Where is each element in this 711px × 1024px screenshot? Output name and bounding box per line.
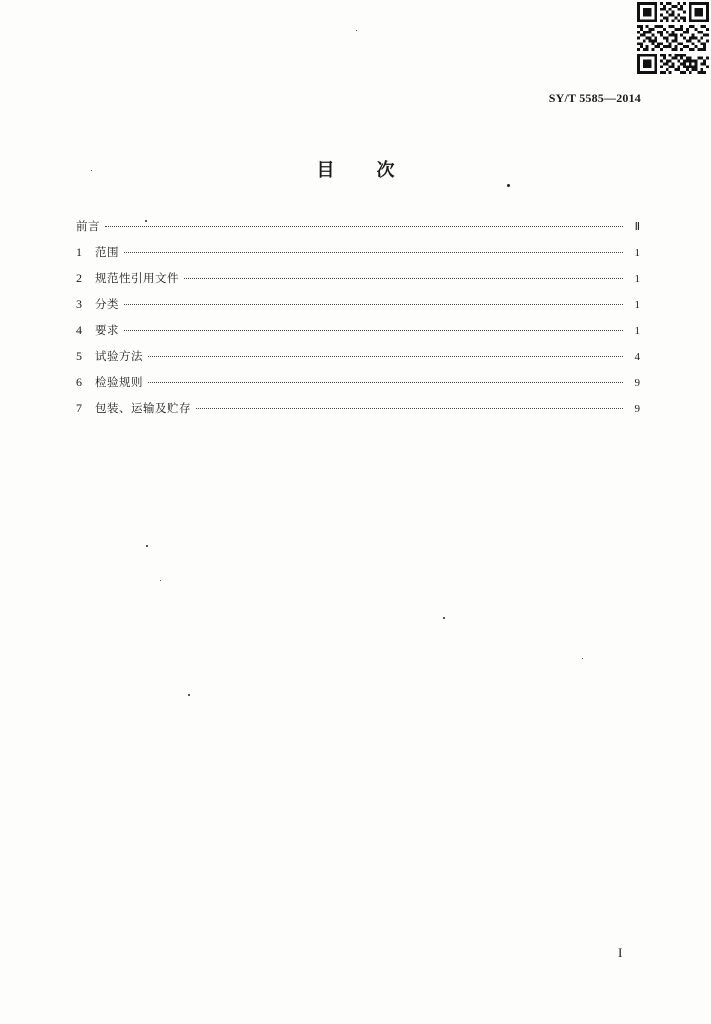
dot-leader bbox=[148, 356, 623, 357]
scan-speck bbox=[356, 30, 357, 31]
toc-entry-text: 范围 bbox=[95, 245, 119, 259]
toc-entry-page: 1 bbox=[634, 247, 640, 259]
toc-entry-text: 包装、运输及贮存 bbox=[95, 401, 191, 415]
toc-entry-page: 4 bbox=[634, 351, 640, 363]
toc-entry-scope[interactable] bbox=[76, 244, 640, 270]
dot-leader bbox=[124, 330, 623, 331]
toc-entry-number: 3 bbox=[76, 297, 82, 311]
toc-entry-page: 9 bbox=[634, 377, 640, 389]
toc-entry-text: 规范性引用文件 bbox=[95, 271, 179, 285]
toc-entry-inspection-rules[interactable] bbox=[76, 374, 640, 400]
toc-entry-page: Ⅱ bbox=[634, 221, 640, 233]
toc-entry-number: 4 bbox=[76, 323, 82, 337]
toc-entry-packaging-transport-storage[interactable] bbox=[76, 400, 640, 426]
toc-entry-test-methods[interactable] bbox=[76, 348, 640, 374]
qr-code-icon bbox=[637, 2, 709, 74]
dot-leader bbox=[196, 408, 623, 409]
toc-entry-page: 9 bbox=[634, 403, 640, 415]
toc-entry-number: 6 bbox=[76, 375, 82, 389]
toc-entry-page: 1 bbox=[634, 273, 640, 285]
dot-leader bbox=[124, 252, 623, 253]
scan-speck bbox=[91, 170, 92, 171]
toc-entry-text: 分类 bbox=[95, 297, 119, 311]
scan-speck bbox=[145, 220, 147, 222]
standard-number: SY/T 5585—2014 bbox=[548, 91, 641, 105]
scan-speck bbox=[582, 658, 583, 659]
table-of-contents bbox=[76, 218, 640, 426]
toc-entry-number: 2 bbox=[76, 271, 82, 285]
toc-entry-number: 7 bbox=[76, 401, 82, 415]
toc-entry-foreword[interactable] bbox=[76, 218, 640, 244]
page-number: I bbox=[618, 945, 623, 960]
toc-entry-page: 1 bbox=[634, 299, 640, 311]
scan-speck bbox=[146, 545, 148, 547]
toc-entry-normative-references[interactable] bbox=[76, 270, 640, 296]
dot-leader bbox=[148, 382, 623, 383]
scan-speck bbox=[160, 580, 161, 581]
toc-entry-requirements[interactable] bbox=[76, 322, 640, 348]
toc-title: 目次 bbox=[316, 160, 437, 181]
scan-speck bbox=[188, 694, 190, 696]
toc-entry-page: 1 bbox=[634, 325, 640, 337]
dot-leader bbox=[124, 304, 623, 305]
toc-entry-text: 试验方法 bbox=[95, 349, 143, 363]
toc-entry-text: 要求 bbox=[95, 323, 119, 337]
toc-entry-text: 检验规则 bbox=[95, 375, 143, 389]
toc-entry-number: 1 bbox=[76, 245, 82, 259]
toc-entry-classification[interactable] bbox=[76, 296, 640, 322]
toc-entry-number: 5 bbox=[76, 349, 82, 363]
scan-speck bbox=[443, 617, 445, 619]
scan-speck bbox=[507, 184, 510, 187]
toc-entry-text: 前言 bbox=[76, 219, 100, 233]
dot-leader bbox=[105, 226, 623, 227]
dot-leader bbox=[184, 278, 623, 279]
